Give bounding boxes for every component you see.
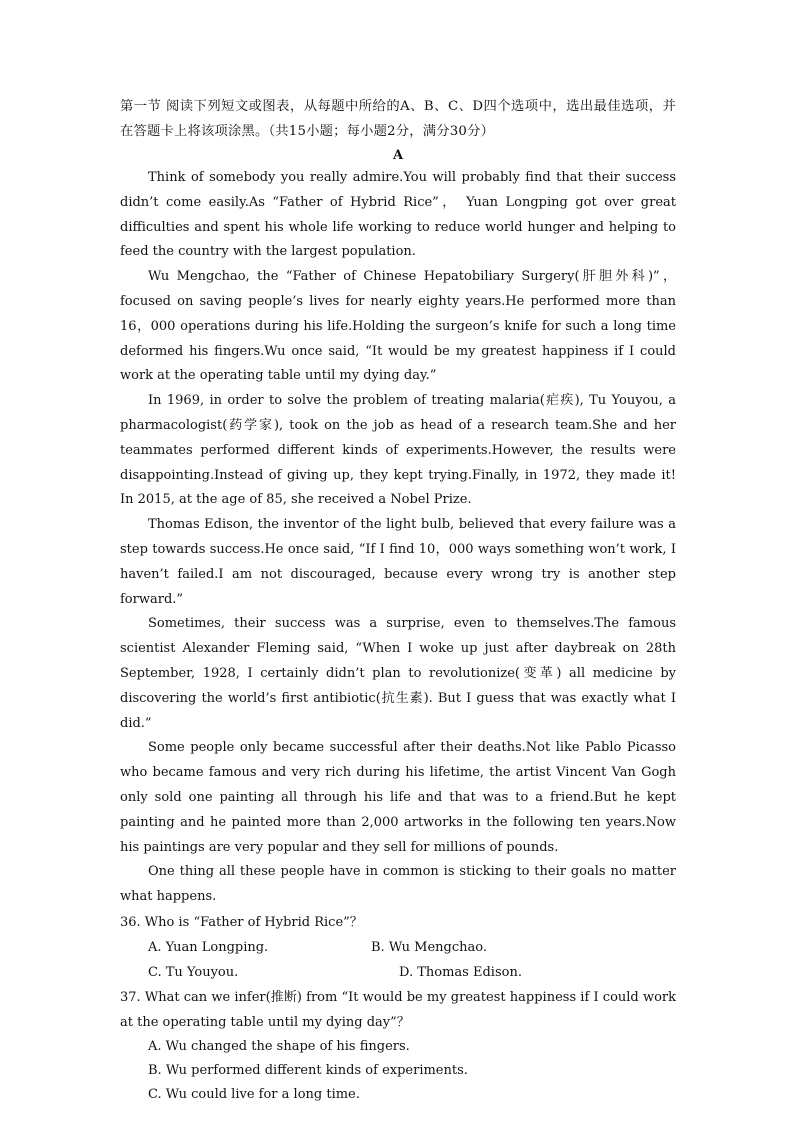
option-a: A. Yuan Longping. (148, 939, 269, 955)
passage-label: A (392, 148, 404, 163)
options-row (120, 960, 676, 985)
reading-passage (120, 166, 676, 910)
exam-page (120, 94, 676, 1107)
passage-paragraph-4: Thomas Edison, the inventor of the light bulb, believed that every failure was a step towards success.He once said, “If I find 10，000 ways something won’t work, I haven’t failed.I am not discouraged, because every wrong try is another step forward.” (120, 517, 676, 607)
section-instructions: 第一节 阅读下列短文或图表，从每题中所给的A、B、C、D四个选项中，选出最佳选项，并在答题卡上将该项涂黑。（共15小题；每小题2分，满分30分） (120, 99, 676, 139)
passage-paragraph-3: In 1969, in order to solve the problem of treating malaria(疟疾), Tu Youyou, a pharmacologist(药学家), took on the job as head of a research team.She and her teammates performed different kinds of experiments.However, the results were disappointing.Instead of giving up, they kept trying.Finally, in 1972, they made it! In 2015, at the age of 85, she received a Nobel Prize. (120, 393, 676, 508)
passage-paragraph-2: Wu Mengchao, the “Father of Chinese Hepatobiliary Surgery(肝胆外科)”， focused on saving people’s lives for nearly eighty years.He performed more than 16，000 operations during his life.Holding the surgeon’s knife for such a long time deformed his fingers.Wu once said, “It would be my greatest happiness if I could work at the operating table until my dying day.” (120, 269, 676, 384)
option-c: C. Wu could live for a long time. (148, 1086, 360, 1102)
option-d: D. Thomas Edison. (399, 964, 522, 980)
passage-paragraph-6: Some people only became successful after their deaths.Not like Pablo Picasso who became famous and very rich during his lifetime, the artist Vincent Van Gogh only sold one painting all through his life and that was to a friend.But he kept painting and he painted more than 2,000 artworks in the following ten years.Now his paintings are very popular and they sell for millions of pounds. (120, 740, 676, 855)
passage-paragraph-1: Think of somebody you really admire.You will probably find that their success didn’t come easily.As “Father of Hybrid Rice”， Yuan Longping got over great difficulties and spent his whole life working to reduce world hunger and helping to feed the country with the largest population. (120, 170, 676, 260)
question-37 (120, 985, 676, 1107)
question-36 (120, 910, 676, 985)
option-b: B. Wu Mengchao. (371, 939, 487, 955)
option-c: C. Tu Youyou. (148, 964, 239, 980)
question-stem: 37. What can we infer(推断) from “It would be my greatest happiness if I could work at the operating table until my dying day”？ (120, 989, 676, 1030)
passage-paragraph-7: One thing all these people have in common is sticking to their goals no matter what happens. (120, 864, 676, 905)
question-stem: 36. Who is “Father of Hybrid Rice”？ (120, 914, 363, 930)
passage-paragraph-5: Sometimes, their success was a surprise, even to themselves.The famous scientist Alexander Fleming said, “When I woke up just after daybreak on 28th September, 1928, I certainly didn’t plan to revolutionize(变革) all medicine by discovering the world’s first antibiotic(抗生素). But I guess that was exactly what I did.” (120, 616, 676, 731)
option-b: B. Wu performed different kinds of experiments. (148, 1062, 468, 1078)
option-a: A. Wu changed the shape of his fingers. (148, 1038, 410, 1054)
options-row (120, 935, 676, 960)
